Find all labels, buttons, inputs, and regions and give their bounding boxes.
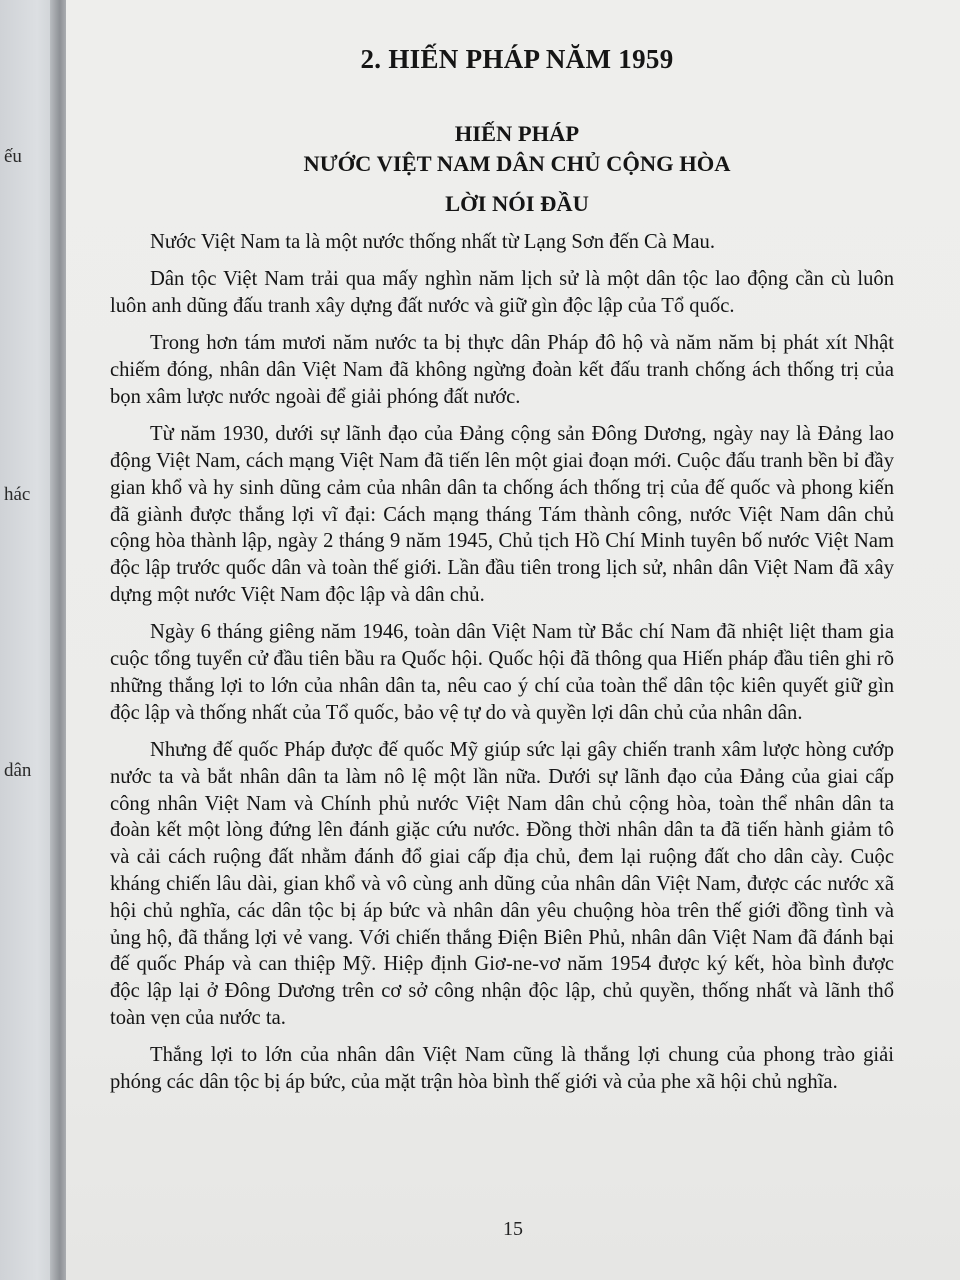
paragraph: Thắng lợi to lớn của nhân dân Việt Nam cũng là thắng lợi chung của phong trào giải phóng các dân tộc bị áp bức, của mặt trận hòa bình thế giới và của phe xã hội chủ nghĩa. [110, 1044, 894, 1094]
document-title-line-1: HIẾN PHÁP [454, 121, 580, 146]
paragraph: Nhưng đế quốc Pháp được đế quốc Mỹ giúp sức lại gây chiến tranh xâm lược hòng cướp nước ta và bắt nhân dân ta làm nô lệ một lần nữa. Dưới sự lãnh đạo của Đảng của giai cấp công nhân Việt Nam và Chính phủ nước Việt Nam dân chủ cộng hòa, toàn thể nhân dân ta đoàn kết một lòng đứng lên đánh giặc cứu nước. Đồng thời nhân dân ta đã tiến hành giảm tô và cải cách ruộng đất nhằm đánh đổ giai cấp địa chủ, đem lại ruộng đất cho dân cày. Cuộc kháng chiến lâu dài, gian khổ và vô cùng anh dũng của nhân dân Việt Nam, được các nước xã hội chủ nghĩa, các dân tộc bị áp bức và nhân dân yêu chuộng hòa trên thế giới đồng tình và ủng hộ, đã thắng lợi vẻ vang. Với chiến thắng Điện Biên Phủ, nhân dân Việt Nam đã đánh bại đế quốc Pháp và can thiệp Mỹ. Hiệp định Giơ-ne-vơ năm 1954 được ký kết, hòa bình được độc lập lại ở Đông Dương trên cơ sở công nhận độc lập, chủ quyền, thống nhất và lãnh thổ toàn vẹn của nước ta. [110, 739, 894, 1030]
left-page-fragment: dân [4, 760, 32, 781]
section-title: 2. HIẾN PHÁP NĂM 1959 [360, 44, 674, 74]
paragraph: Trong hơn tám mươi năm nước ta bị thực dân Pháp đô hộ và năm năm bị phát xít Nhật chiếm đóng, nhân dân Việt Nam đã không ngừng đoàn kết đấu tranh chống ách thống trị của bọn xâm lược nước ngoài để giải phóng đất nước. [110, 332, 894, 408]
preamble-title: LỜI NÓI ĐẦU [445, 191, 589, 216]
left-page-fragment: hác [4, 484, 31, 505]
paragraph: Ngày 6 tháng giêng năm 1946, toàn dân Việt Nam từ Bắc chí Nam đã nhiệt liệt tham gia cuộc tổng tuyển cử đầu tiên bầu ra Quốc hội. Quốc hội đã thông qua Hiến pháp đầu tiên ghi rõ những thắng lợi to lớn của nhân dân ta, nêu cao ý chí của toàn thể dân tộc kiên quyết giữ gìn độc lập và thống nhất của Tổ quốc, bảo vệ tự do và quyền lợi dân chủ của nhân dân. [110, 621, 894, 724]
paragraph: Từ năm 1930, dưới sự lãnh đạo của Đảng cộng sản Đông Dương, ngày nay là Đảng lao động Việt Nam, cách mạng Việt Nam đã tiến lên một giai đoạn mới. Cuộc đấu tranh bền bỉ đầy gian khổ và hy sinh dũng cảm của nhân dân ta chống ách thống trị của đế quốc và phong kiến đã giành được thắng lợi vĩ đại: Cách mạng tháng Tám thành công, nước Việt Nam dân chủ cộng hòa thành lập, ngày 2 tháng 9 năm 1945, Chủ tịch Hồ Chí Minh tuyên bố nước Việt Nam độc lập trước quốc dân và toàn thế giới. Lần đầu tiên trong lịch sử, nhân dân Việt Nam đã xây dựng một nước Việt Nam độc lập và dân chủ. [110, 423, 894, 607]
document-title [140, 119, 894, 179]
document-title-line-2: NƯỚC VIỆT NAM DÂN CHỦ CỘNG HÒA [303, 151, 731, 176]
page-content [110, 38, 894, 1106]
left-page-fragment: ếu [4, 146, 22, 167]
book-page [66, 0, 960, 1280]
paragraph: Dân tộc Việt Nam trải qua mấy nghìn năm lịch sử là một dân tộc lao động cần cù luôn luôn anh dũng đấu tranh xây dựng đất nước và giữ gìn độc lập của Tổ quốc. [110, 268, 894, 318]
paragraph: Nước Việt Nam ta là một nước thống nhất từ Lạng Sơn đến Cà Mau. [150, 231, 715, 253]
page-number: 15 [503, 1218, 523, 1240]
